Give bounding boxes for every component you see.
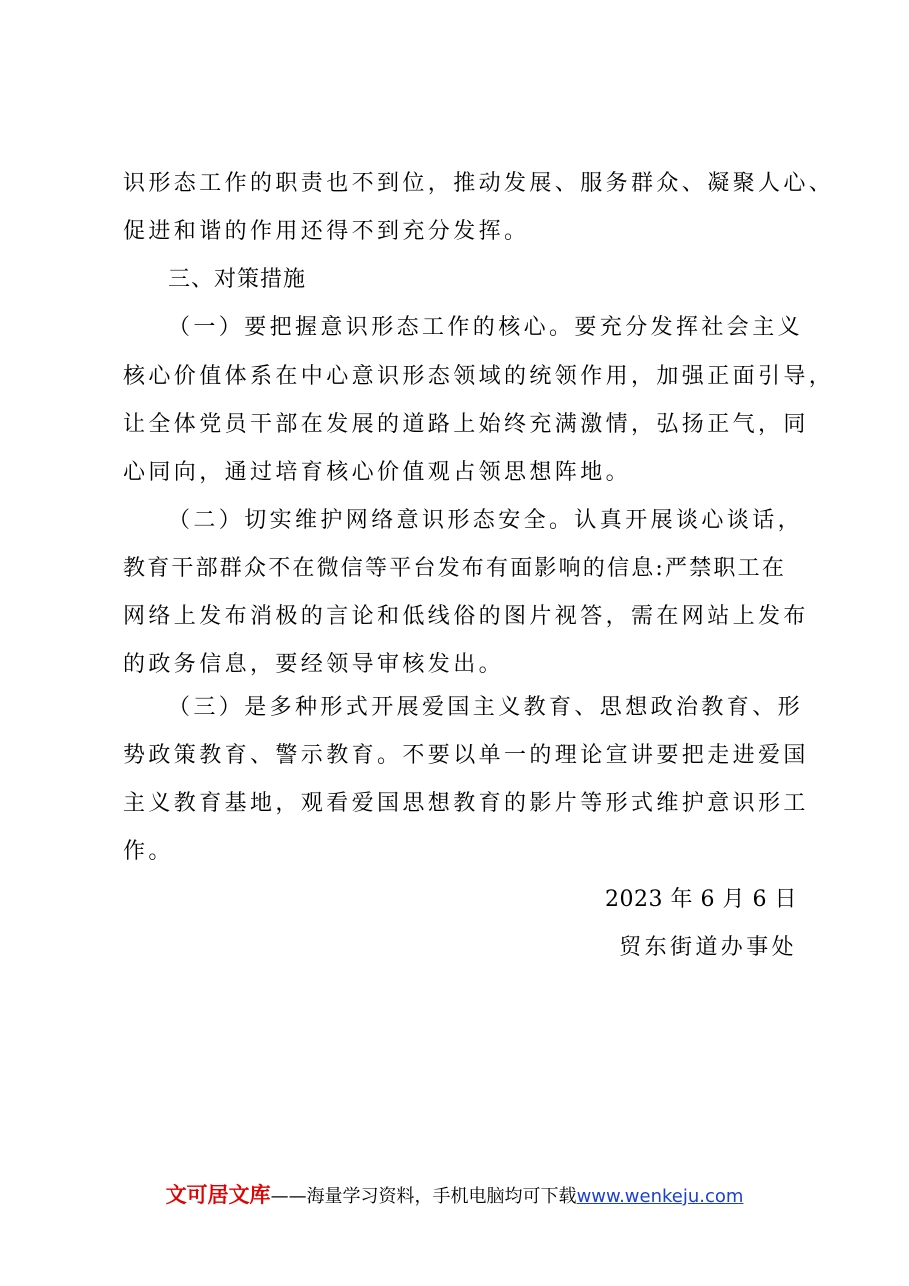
body-line: 核心价值体系在中心意识形态领域的统领作用，加强正面引导， <box>123 364 835 389</box>
body-line: 教育干部群众不在微信等平台发布有面影响的信息:严禁职工在 <box>123 556 787 581</box>
paragraph-2-start: （二）切实维护网络意识形态安全。认真开展谈心谈话， <box>168 508 804 533</box>
paragraph-1-start: （一）要把握意识形态工作的核心。要充分发挥社会主义 <box>168 315 804 340</box>
section-heading: 三、对策措施 <box>168 267 307 292</box>
footer-banner <box>0 1182 909 1210</box>
body-line: 作。 <box>123 839 174 864</box>
body-line: 的政务信息，要经领导审核发出。 <box>123 652 505 677</box>
footer-link[interactable]: www.wenkeju.com <box>576 1186 744 1207</box>
body-line: 心同向，通过培育核心价值观占领思想阵地。 <box>123 460 632 485</box>
body-line: 促进和谐的作用还得不到充分发挥。 <box>123 219 530 244</box>
body-line: 网络上发布消极的言论和低线俗的图片视答，需在网站上发布 <box>123 604 809 629</box>
body-line: 势政策教育、警示教育。不要以单一的理论宣讲要把走进爱国 <box>123 743 809 768</box>
body-line: 让全体党员干部在发展的道路上始终充满激情，弘扬正气，同 <box>123 412 809 437</box>
body-line: 识形态工作的职责也不到位，推动发展、服务群众、凝聚人心、 <box>123 171 835 196</box>
footer-tagline: ——海量学习资料，手机电脑均可下载 <box>270 1186 577 1207</box>
footer-brand: 文可居文库 <box>165 1183 271 1207</box>
document-date: 2023 年 6 月 6 日 <box>605 887 797 912</box>
body-line: 主义教育基地，观看爱国思想教育的影片等形式维护意识形工 <box>123 791 809 816</box>
document-signature: 贸东街道办事处 <box>619 935 797 960</box>
paragraph-3-start: （三）是多种形式开展爱国主义教育、思想政治教育、形 <box>168 695 804 720</box>
